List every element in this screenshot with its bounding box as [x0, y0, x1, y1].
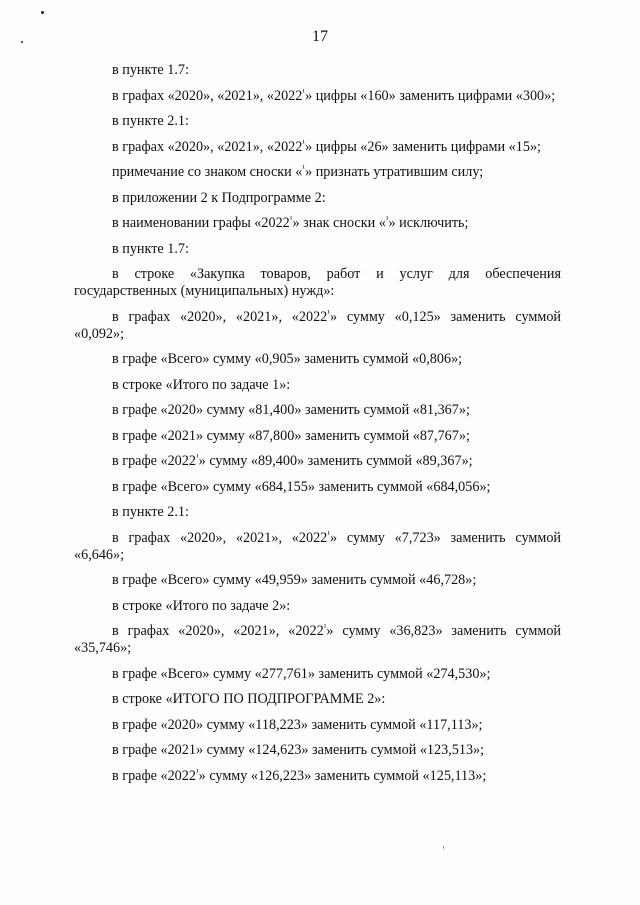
paragraph: в графе «2020» сумму «81,400» заменить суммой «81,367»;: [112, 402, 470, 418]
paragraph: в пункте 2.1:: [112, 113, 189, 129]
paragraph: в графе «Всего» сумму «684,155» заменить суммой «684,056»;: [112, 478, 491, 495]
paragraph: в графах «2020», «2021», «$2022^{^1}$» сумму «0,125» заменить суммой «0,092»;: [74, 307, 561, 342]
paragraph: в графе «2021» сумму «87,800» заменить суммой «87,767»;: [112, 427, 470, 444]
paragraph: в наименовании графы «$2022^{^1}$» знак сноски «$^{^1}$» исключить;: [112, 214, 469, 231]
paragraph: в графе «Всего» сумму «0,905» заменить суммой «0,806»;: [112, 351, 463, 367]
paragraph: в графе «$2022^{^1}$» сумму «126,223» заменить суммой «125,113»;: [112, 766, 487, 784]
paragraph: в графе «2021» сумму «124,623» заменить суммой «123,513»;: [112, 742, 485, 758]
paragraph: в графах «2020», «2021», «$2022^{^1}$» сумму «36,823» заменить суммой «35,746»;: [74, 622, 561, 656]
document-body: [74, 62, 561, 793]
paragraph: в графе «2020» сумму «118,223» заменить суммой «117,113»;: [112, 716, 483, 733]
paragraph: в строке «Закупка товаров, работ и услуг для обеспечения государственных (муниципальных) нужд»:: [74, 266, 561, 299]
paragraph: примечание со знаком сноски «$^{^1}$» признать утратившим силу;: [112, 163, 484, 180]
paragraph: в графах «2020», «2021», «$2022^{^1}$» сумму «7,723» заменить суммой «6,646»;: [74, 528, 561, 563]
scan-speck: [41, 11, 44, 14]
paragraph: в графе «$2022^{^1}$» сумму «89,400» заменить суммой «89,367»;: [112, 452, 473, 469]
paragraph: в графе «Всего» сумму «49,959» заменить суммой «46,728»;: [112, 572, 477, 588]
paragraph: в строке «Итого по задаче 2»:: [112, 597, 291, 614]
paragraph: в графе «Всего» сумму «277,761» заменить суммой «274,530»;: [112, 665, 491, 682]
paragraph: в графах «2020», «2021», «$2022^{^1}$» цифры «26» заменить цифрами «15»;: [112, 137, 541, 155]
paragraph: в пункте 2.1:: [112, 504, 189, 520]
scan-speck: [443, 846, 444, 849]
paragraph: в строке «Итого по задаче 1»:: [112, 376, 291, 393]
page-number: 17: [312, 28, 328, 45]
paragraph: в приложении 2 к Подпрограмме 2:: [112, 189, 326, 206]
paragraph: в графах «2020», «2021», «$2022^{^1}$» цифры «160» заменить цифрами «300»;: [112, 86, 556, 104]
paragraph: в пункте 1.7:: [112, 62, 189, 78]
paragraph: в пункте 1.7:: [112, 240, 189, 257]
paragraph: в строке «ИТОГО ПО ПОДПРОГРАММЕ 2»:: [112, 691, 386, 707]
